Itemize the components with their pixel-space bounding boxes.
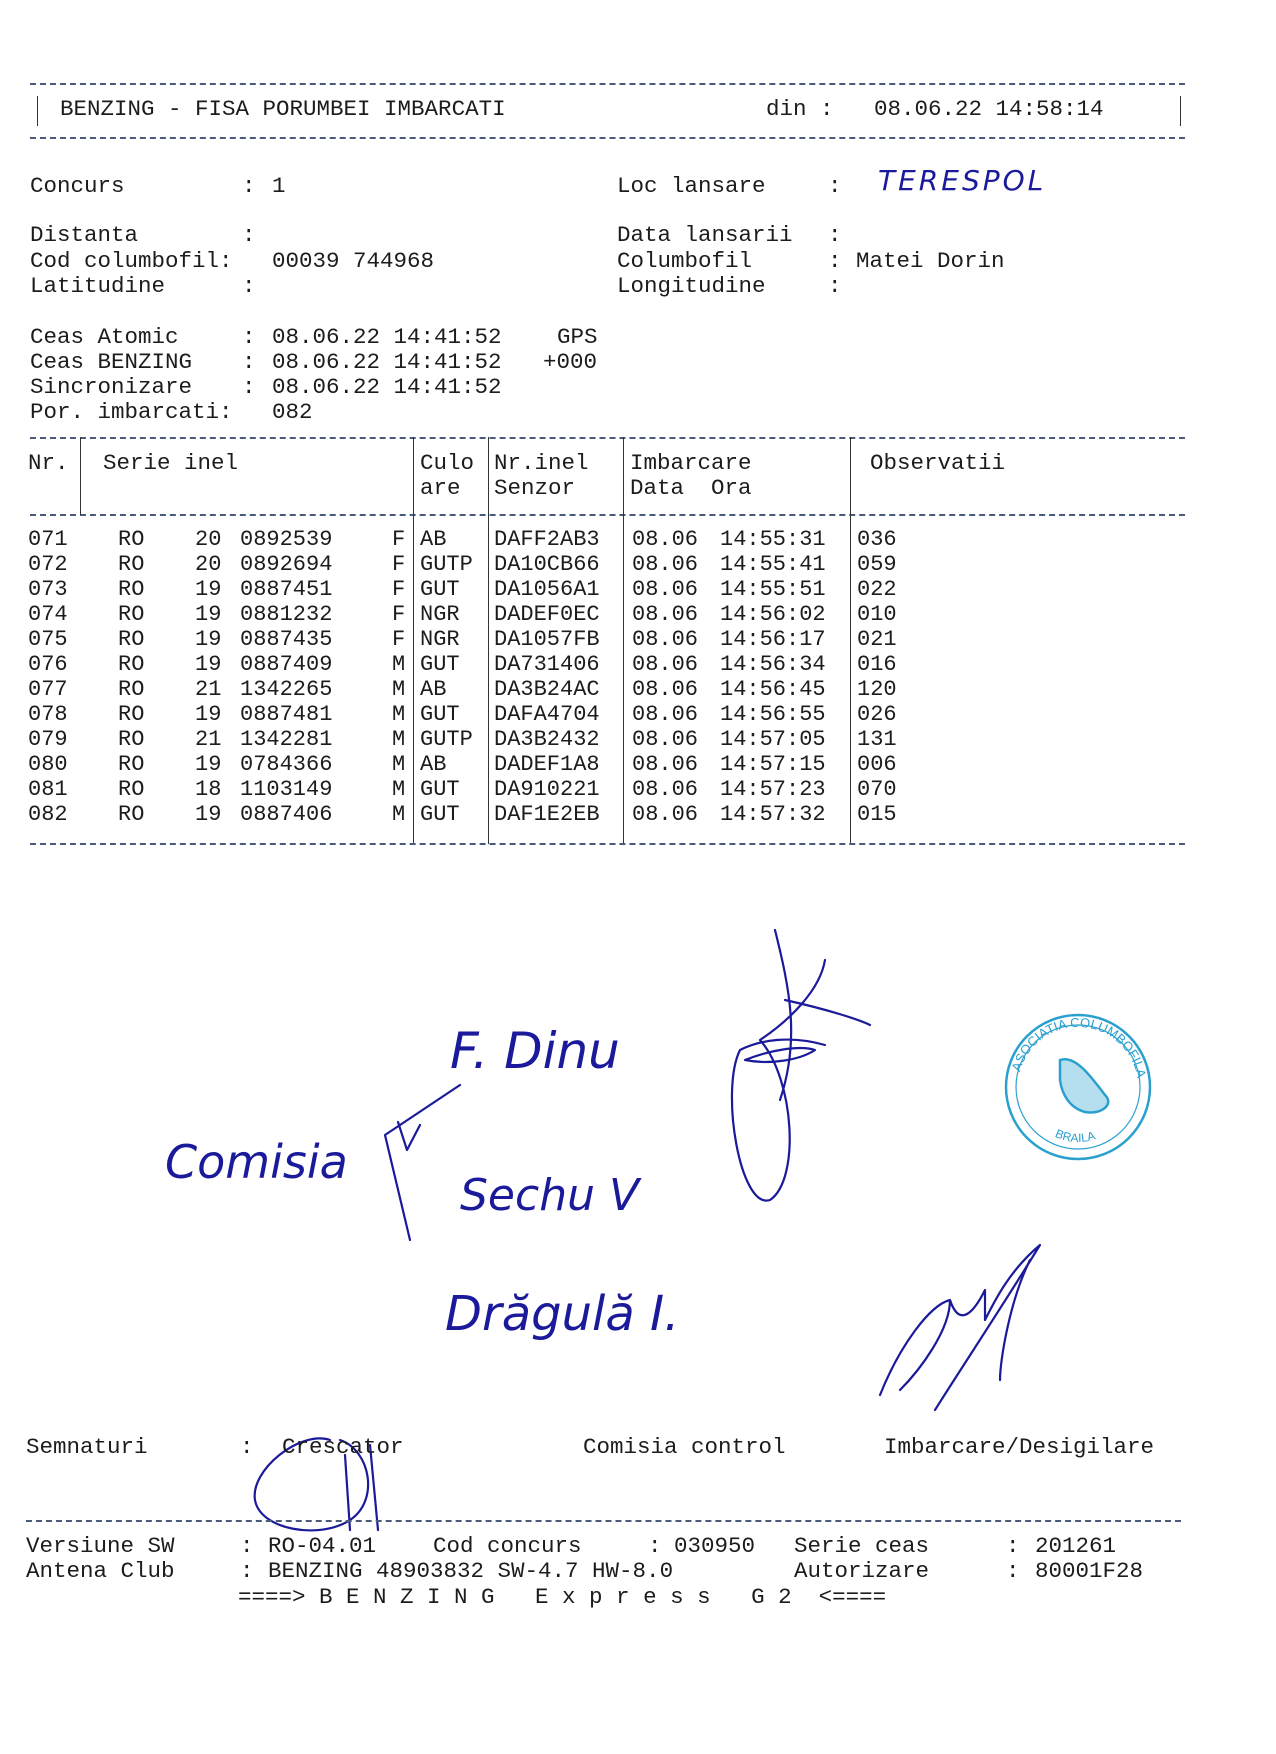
semnaturi-colon: : xyxy=(240,1434,254,1460)
col-header-imbarcare-1: Imbarcare xyxy=(630,450,752,476)
cell-data: 08.06 xyxy=(632,727,699,752)
concurs-value: 1 xyxy=(272,173,286,199)
cell-inel: 0784366 xyxy=(240,752,333,777)
cell-tara: RO xyxy=(118,527,145,552)
cell-sex: M xyxy=(392,777,406,802)
handwritten-name-3: Drăgulă I. xyxy=(445,1286,680,1342)
cell-tara: RO xyxy=(118,677,145,702)
cell-nr: 077 xyxy=(28,677,68,702)
loc-lansare-colon: : xyxy=(828,173,842,199)
cell-nr: 074 xyxy=(28,602,68,627)
cell-observatii: 015 xyxy=(857,802,897,827)
cell-an: 19 xyxy=(195,752,222,777)
cell-nr: 082 xyxy=(28,802,68,827)
ceas-atomic-source: GPS xyxy=(557,324,598,350)
cod-concurs-colon: : xyxy=(648,1533,662,1559)
cell-senzor: DA731406 xyxy=(494,652,600,677)
cell-senzor: DADEF0EC xyxy=(494,602,600,627)
cell-data: 08.06 xyxy=(632,652,699,677)
cell-observatii: 059 xyxy=(857,552,897,577)
cod-concurs-value: 030950 xyxy=(674,1533,756,1559)
col-header-nrinel-2: Senzor xyxy=(494,475,576,501)
signature-crescator-label: Crescator xyxy=(282,1434,404,1460)
cell-observatii: 022 xyxy=(857,577,897,602)
signature-1-loop xyxy=(745,1048,815,1062)
versiune-sw-colon: : xyxy=(240,1533,254,1559)
serie-ceas-value: 201261 xyxy=(1035,1533,1117,1559)
cell-culoare: GUTP xyxy=(420,727,473,752)
por-imbarcati-label: Por. imbarcati: xyxy=(30,399,233,425)
cell-culoare: AB xyxy=(420,752,447,777)
cell-an: 18 xyxy=(195,777,222,802)
cell-ora: 14:56:55 xyxy=(720,702,826,727)
longitudine-label: Longitudine xyxy=(617,273,766,299)
serie-ceas-colon: : xyxy=(1006,1533,1020,1559)
cell-senzor: DA3B24AC xyxy=(494,677,600,702)
cell-culoare: GUT xyxy=(420,577,460,602)
cell-sex: M xyxy=(392,802,406,827)
cell-nr: 078 xyxy=(28,702,68,727)
bracket-arrow-head xyxy=(398,1122,420,1150)
cell-an: 20 xyxy=(195,527,222,552)
cell-nr: 081 xyxy=(28,777,68,802)
cell-sex: F xyxy=(392,627,406,652)
sincronizare-colon: : xyxy=(242,374,256,400)
cell-senzor: DAFF2AB3 xyxy=(494,527,600,552)
handwritten-name-2: Sechu V xyxy=(460,1170,640,1221)
cell-tara: RO xyxy=(118,702,145,727)
handwritten-name-1: F. Dinu xyxy=(450,1022,620,1080)
concurs-label: Concurs xyxy=(30,173,125,199)
cell-inel: 0887481 xyxy=(240,702,333,727)
cell-inel: 1342265 xyxy=(240,677,333,702)
cell-data: 08.06 xyxy=(632,577,699,602)
versiune-sw-label: Versiune SW xyxy=(26,1533,175,1559)
cell-culoare: GUT xyxy=(420,652,460,677)
autorizare-colon: : xyxy=(1006,1558,1020,1584)
cell-tara: RO xyxy=(118,652,145,677)
cell-data: 08.06 xyxy=(632,552,699,577)
cell-tara: RO xyxy=(118,552,145,577)
cell-inel: 0881232 xyxy=(240,602,333,627)
cell-observatii: 120 xyxy=(857,677,897,702)
cell-nr: 076 xyxy=(28,652,68,677)
longitudine-colon: : xyxy=(828,273,842,299)
cell-data: 08.06 xyxy=(632,627,699,652)
cell-data: 08.06 xyxy=(632,777,699,802)
cod-concurs-label: Cod concurs xyxy=(433,1533,582,1559)
cell-nr: 073 xyxy=(28,577,68,602)
cell-ora: 14:55:51 xyxy=(720,577,826,602)
cell-culoare: GUTP xyxy=(420,552,473,577)
cell-culoare: NGR xyxy=(420,602,460,627)
cell-an: 19 xyxy=(195,627,222,652)
cell-senzor: DAF1E2EB xyxy=(494,802,600,827)
col-header-culoare-1: Culo xyxy=(420,450,475,476)
cell-inel: 0887406 xyxy=(240,802,333,827)
ceas-benzing-colon: : xyxy=(242,349,256,375)
footer-banner: ====> B E N Z I N G E x p r e s s G 2 <==== xyxy=(238,1584,887,1610)
cell-ora: 14:56:17 xyxy=(720,627,826,652)
cell-observatii: 131 xyxy=(857,727,897,752)
signature-imbarcare-label: Imbarcare/Desigilare xyxy=(884,1434,1155,1460)
cell-tara: RO xyxy=(118,777,145,802)
cell-data: 08.06 xyxy=(632,702,699,727)
columbofil-value: Matei Dorin xyxy=(856,248,1005,274)
cell-tara: RO xyxy=(118,802,145,827)
autorizare-label: Autorizare xyxy=(794,1558,930,1584)
cell-sex: M xyxy=(392,752,406,777)
cell-data: 08.06 xyxy=(632,602,699,627)
cell-inel: 0887451 xyxy=(240,577,333,602)
cell-observatii: 070 xyxy=(857,777,897,802)
cell-sex: F xyxy=(392,577,406,602)
cell-an: 19 xyxy=(195,602,222,627)
signature-1-stroke xyxy=(732,930,870,1201)
ceas-benzing-label: Ceas BENZING xyxy=(30,349,193,375)
cell-tara: RO xyxy=(118,727,145,752)
cell-observatii: 016 xyxy=(857,652,897,677)
cell-nr: 080 xyxy=(28,752,68,777)
cell-nr: 072 xyxy=(28,552,68,577)
cell-an: 19 xyxy=(195,652,222,677)
cell-inel: 0892539 xyxy=(240,527,333,552)
latitudine-label: Latitudine xyxy=(30,273,166,299)
ceas-atomic-label: Ceas Atomic xyxy=(30,324,179,350)
col-header-imbarcare-2: Data Ora xyxy=(630,475,752,501)
cell-ora: 14:56:34 xyxy=(720,652,826,677)
cell-nr: 075 xyxy=(28,627,68,652)
print-date-value: 08.06.22 14:58:14 xyxy=(874,96,1104,122)
antena-club-label: Antena Club xyxy=(26,1558,175,1584)
stamp-text-bottom: BRAILA xyxy=(1053,1126,1097,1146)
cell-sex: F xyxy=(392,527,406,552)
col-header-nrinel-1: Nr.inel xyxy=(494,450,589,476)
cell-inel: 0892694 xyxy=(240,552,333,577)
cell-tara: RO xyxy=(118,627,145,652)
loc-lansare-label: Loc lansare xyxy=(617,173,766,199)
latitudine-colon: : xyxy=(242,273,256,299)
document-title: BENZING - FISA PORUMBEI IMBARCATI xyxy=(60,96,506,122)
cell-ora: 14:57:15 xyxy=(720,752,826,777)
cell-sex: M xyxy=(392,727,406,752)
cell-observatii: 010 xyxy=(857,602,897,627)
por-imbarcati-value: 082 xyxy=(272,399,313,425)
cell-ora: 14:57:05 xyxy=(720,727,826,752)
concurs-colon: : xyxy=(242,173,256,199)
autorizare-value: 80001F28 xyxy=(1035,1558,1144,1584)
cell-culoare: GUT xyxy=(420,702,460,727)
col-header-observatii: Observatii xyxy=(870,450,1006,476)
cell-data: 08.06 xyxy=(632,677,699,702)
cell-sex: F xyxy=(392,602,406,627)
antena-club-colon: : xyxy=(240,1558,254,1584)
cell-observatii: 026 xyxy=(857,702,897,727)
cell-sex: M xyxy=(392,677,406,702)
cell-senzor: DA1057FB xyxy=(494,627,600,652)
signature-comisia-label: Comisia control xyxy=(583,1434,786,1460)
columbofil-colon: : xyxy=(828,248,842,274)
cod-columbofil-value: 00039 744968 xyxy=(272,248,435,274)
cell-data: 08.06 xyxy=(632,527,699,552)
footer-rule xyxy=(26,1520,1181,1522)
cell-senzor: DADEF1A8 xyxy=(494,752,600,777)
cell-nr: 079 xyxy=(28,727,68,752)
col-header-nr: Nr. xyxy=(28,450,69,476)
cell-inel: 0887409 xyxy=(240,652,333,677)
signature-2-stroke xyxy=(880,1245,1040,1410)
cell-inel: 1103149 xyxy=(240,777,333,802)
cell-sex: M xyxy=(392,702,406,727)
cell-an: 19 xyxy=(195,577,222,602)
cell-observatii: 021 xyxy=(857,627,897,652)
loc-lansare-value: TERESPOL xyxy=(878,164,1047,197)
cell-an: 21 xyxy=(195,677,222,702)
sincronizare-value: 08.06.22 14:41:52 xyxy=(272,374,502,400)
cell-observatii: 036 xyxy=(857,527,897,552)
distanta-label: Distanta xyxy=(30,222,139,248)
cell-senzor: DA1056A1 xyxy=(494,577,600,602)
print-date-label: din : xyxy=(766,96,834,122)
cell-culoare: AB xyxy=(420,677,447,702)
cell-ora: 14:55:41 xyxy=(720,552,826,577)
cell-ora: 14:56:02 xyxy=(720,602,826,627)
columbofil-label: Columbofil xyxy=(617,248,753,274)
cod-columbofil-label: Cod columbofil: xyxy=(30,248,233,274)
ceas-benzing-offset: +000 xyxy=(543,349,598,375)
cell-an: 19 xyxy=(195,702,222,727)
cell-ora: 14:56:45 xyxy=(720,677,826,702)
cell-ora: 14:57:32 xyxy=(720,802,826,827)
stamp-text-top: ASOCIATIA COLUMBOFILA xyxy=(1008,1014,1150,1080)
cell-inel: 1342281 xyxy=(240,727,333,752)
cell-data: 08.06 xyxy=(632,802,699,827)
cell-culoare: GUT xyxy=(420,802,460,827)
sincronizare-label: Sincronizare xyxy=(30,374,193,400)
cell-senzor: DA10CB66 xyxy=(494,552,600,577)
cell-tara: RO xyxy=(118,752,145,777)
cell-tara: RO xyxy=(118,602,145,627)
cell-ora: 14:57:23 xyxy=(720,777,826,802)
cell-ora: 14:55:31 xyxy=(720,527,826,552)
handwritten-comisia: Comisia xyxy=(165,1135,348,1189)
data-lansarii-label: Data lansarii xyxy=(617,222,793,248)
ceas-atomic-colon: : xyxy=(242,324,256,350)
cell-culoare: GUT xyxy=(420,777,460,802)
cell-sex: F xyxy=(392,552,406,577)
col-header-serie: Serie inel xyxy=(103,450,239,476)
data-lansarii-colon: : xyxy=(828,222,842,248)
cell-nr: 071 xyxy=(28,527,68,552)
cell-culoare: NGR xyxy=(420,627,460,652)
cell-an: 21 xyxy=(195,727,222,752)
ceas-benzing-value: 08.06.22 14:41:52 xyxy=(272,349,502,375)
serie-ceas-label: Serie ceas xyxy=(794,1533,930,1559)
semnaturi-label: Semnaturi xyxy=(26,1434,148,1460)
cell-sex: M xyxy=(392,652,406,677)
distanta-colon: : xyxy=(242,222,256,248)
cell-senzor: DA910221 xyxy=(494,777,600,802)
col-header-culoare-2: are xyxy=(420,475,461,501)
cell-an: 20 xyxy=(195,552,222,577)
cell-an: 19 xyxy=(195,802,222,827)
cell-senzor: DA3B2432 xyxy=(494,727,600,752)
cell-tara: RO xyxy=(118,577,145,602)
bracket-arrow-stroke xyxy=(385,1085,460,1240)
cell-data: 08.06 xyxy=(632,752,699,777)
cell-culoare: AB xyxy=(420,527,447,552)
cell-inel: 0887435 xyxy=(240,627,333,652)
ceas-atomic-value: 08.06.22 14:41:52 xyxy=(272,324,502,350)
versiune-sw-value: RO-04.01 xyxy=(268,1533,377,1559)
antena-club-value: BENZING 48903832 SW-4.7 HW-8.0 xyxy=(268,1558,674,1584)
cell-observatii: 006 xyxy=(857,752,897,777)
stamp-pigeon-icon xyxy=(1060,1059,1108,1112)
cell-senzor: DAFA4704 xyxy=(494,702,600,727)
